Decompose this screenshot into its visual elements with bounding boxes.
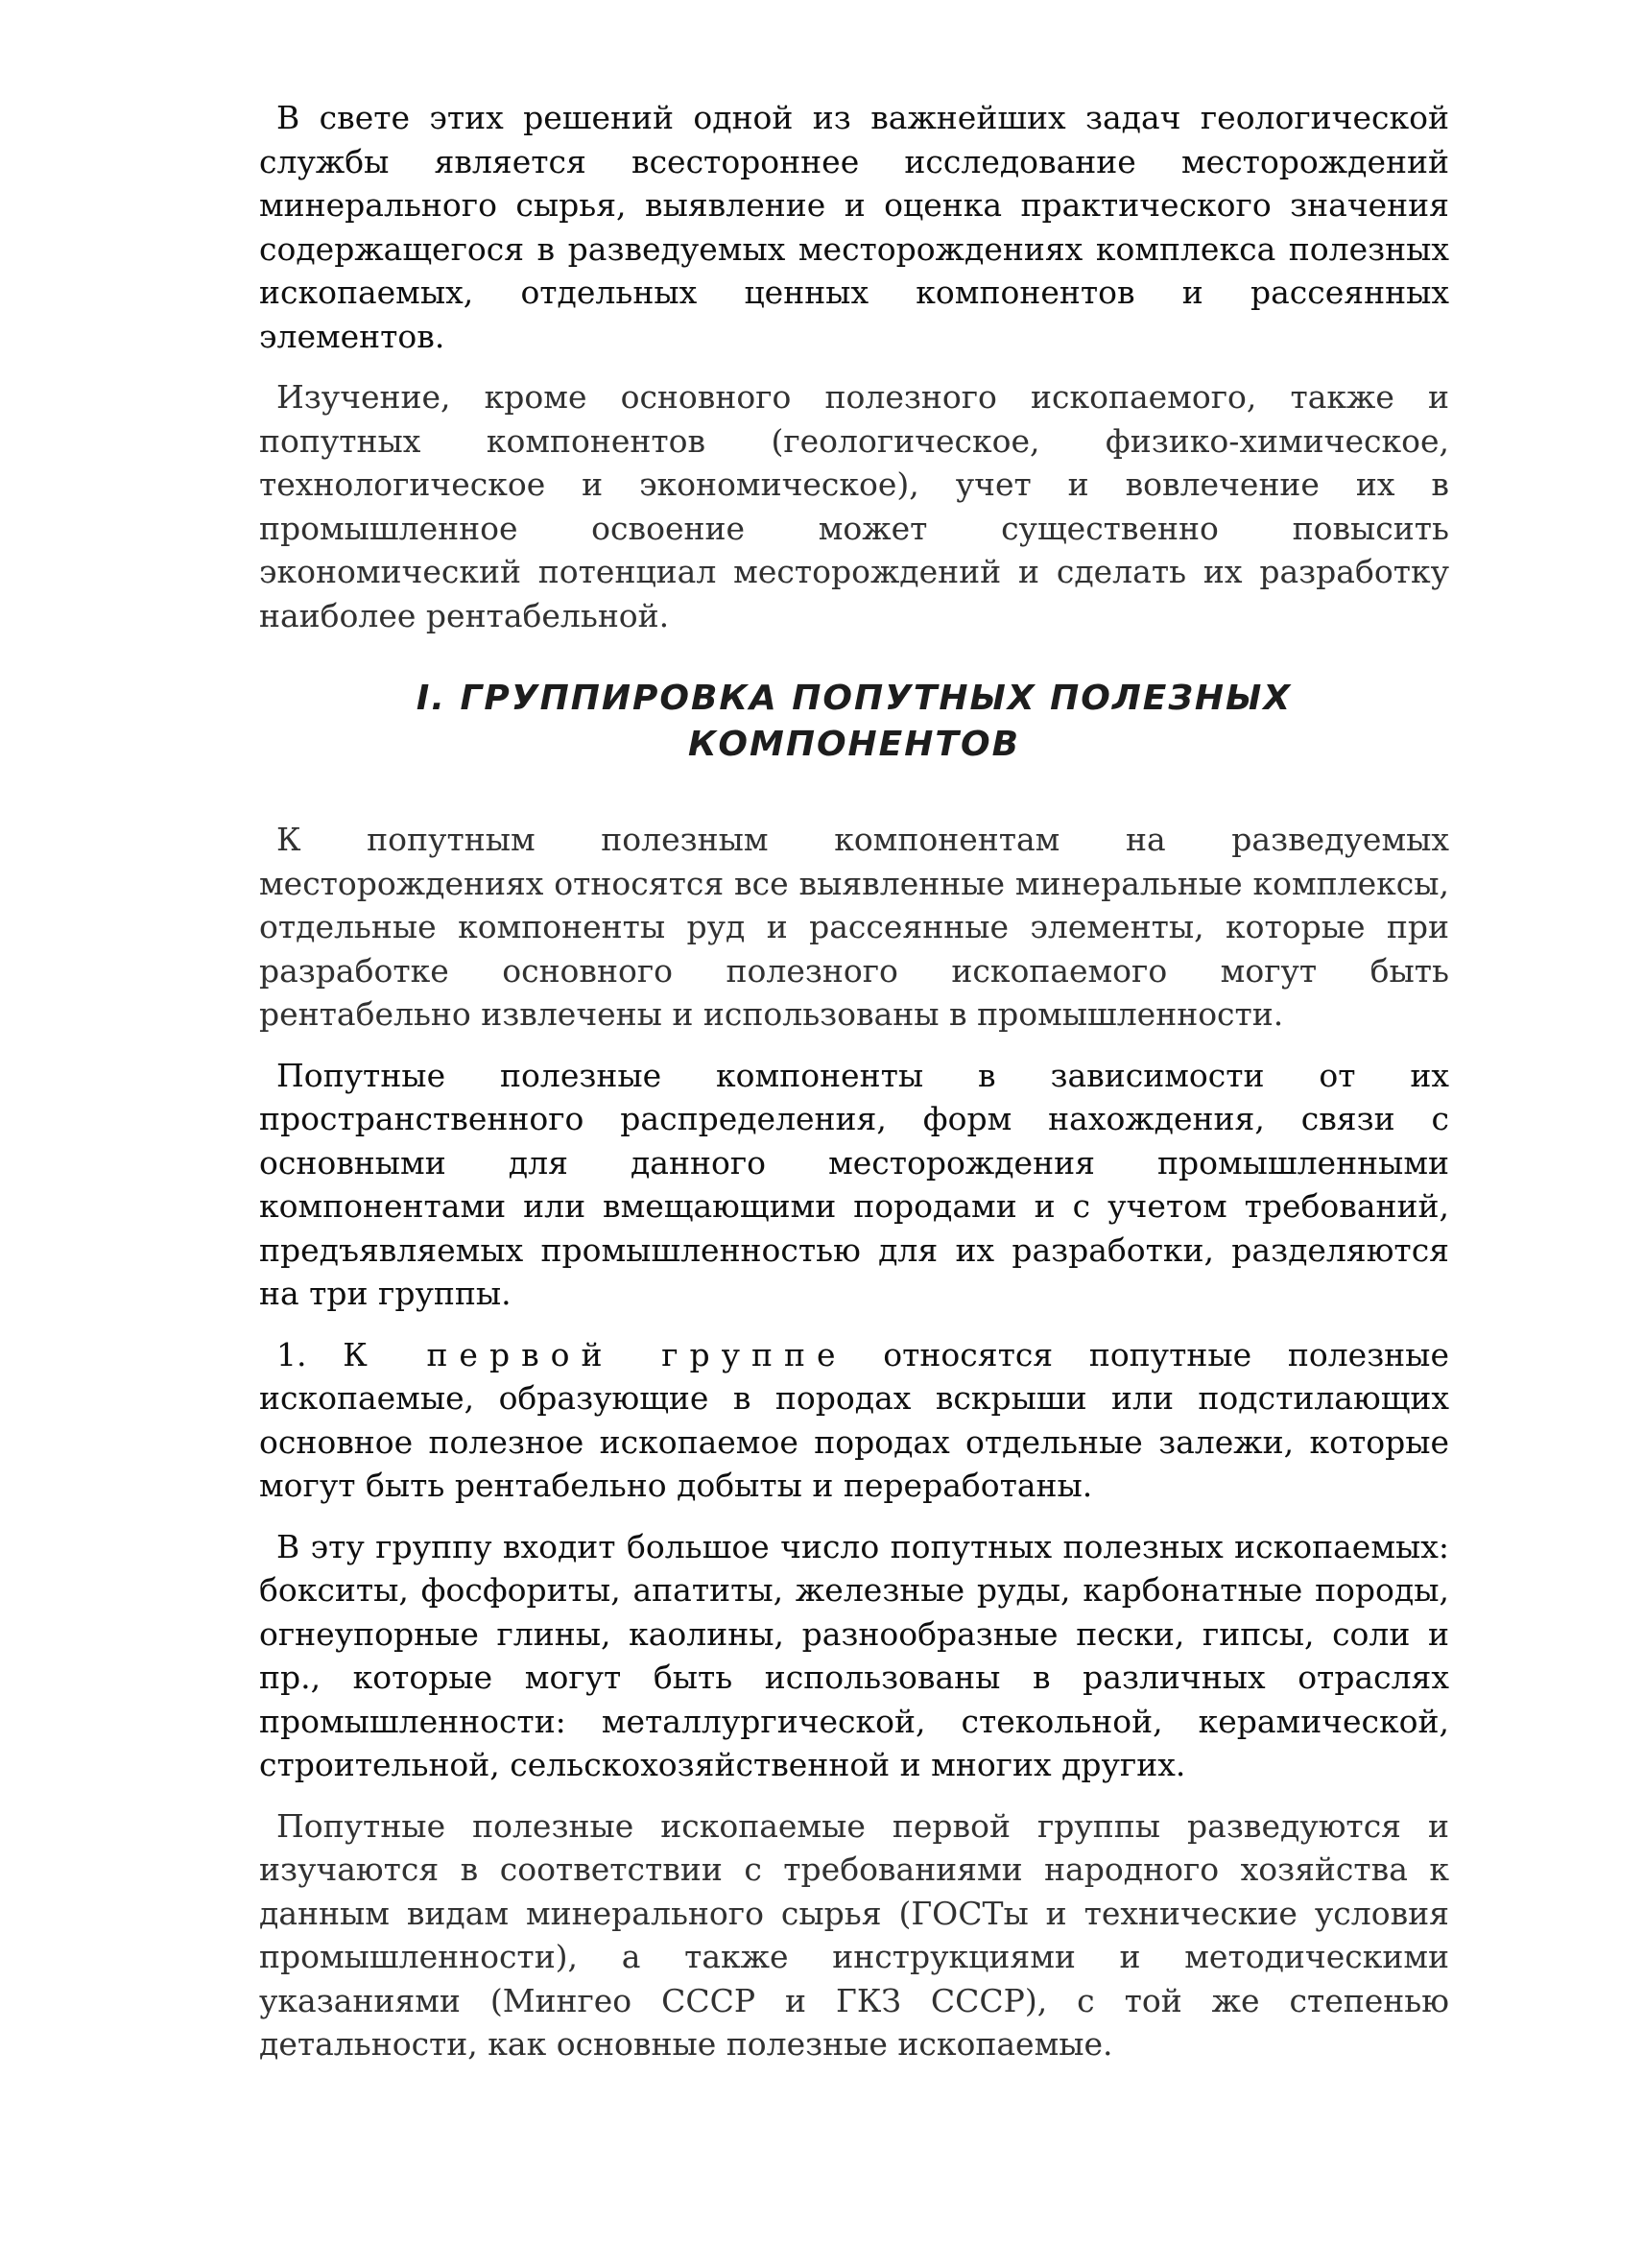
section-heading-line-2: КОМПОНЕНТОВ bbox=[687, 725, 1021, 764]
group-one-spaced-phrase: К первой группе bbox=[343, 1335, 847, 1373]
paragraph-grouping: Попутные полезные компоненты в зависимости от их пространственного распределения, форм нахождения, связи с основными для данного месторождения промышленными компонентами или вмещающими породами и с учетом требований, предъявляемых промышленностью для их разработки, разделяются на три группы. bbox=[259, 1056, 1449, 1312]
paragraph-study-components: Изучение, кроме основного полезного ископаемого, также и попутных компонентов (геологическое, физико-химическое, технологическое и экономическое), учет и вовлечение их в промышленное освоение может существенно повысить экономический потенциал месторождений и сделать их разработку наиболее рентабельной. bbox=[259, 378, 1449, 634]
group-one-number: 1. bbox=[276, 1335, 307, 1373]
paragraph-group-one bbox=[259, 1333, 1449, 1508]
paragraph-exploration: Попутные полезные ископаемые первой группы разведуются и изучаются в соответствии с требованиями народного хозяйства к данным видам минерального сырья (ГОСТы и технические условия промышленности), а также инструкциями и методическими указаниями (Мингео СССР и ГКЗ СССР), с той же степенью детальности, как основные полезные ископаемые. bbox=[259, 1806, 1449, 2063]
paragraph-intro: В свете этих решений одной из важнейших задач геологической службы является всестороннее исследование месторождений минерального сырья, выявление и оценка практического значения содержащегося в разведуемых месторождениях комплекса полезных ископаемых, отдельных ценных компонентов и рассеянных элементов. bbox=[259, 99, 1449, 355]
section-heading bbox=[259, 676, 1449, 768]
section-heading-line-1: I. ГРУППИРОВКА ПОПУТНЫХ ПОЛЕЗНЫХ bbox=[416, 679, 1293, 718]
group-one-text: относятся попутные полезные ископаемые, образующие в породах вскрыши или подстилающих основное полезное ископаемое породах отдельные залежи, которые могут быть рентабельно добыты и переработаны. bbox=[259, 1335, 1449, 1504]
document-page bbox=[259, 96, 1449, 2084]
paragraph-definition: К попутным полезным компонентам на разведуемых месторождениях относятся все выявленные минеральные комплексы, отдельные компоненты руд и рассеянные элементы, которые при разработке основного полезного ископаемого могут быть рентабельно извлечены и использованы в промышленности. bbox=[259, 821, 1449, 1033]
paragraph-group-examples: В эту группу входит большое число попутных полезных ископаемых: бокситы, фосфориты, апатиты, железные руды, карбонатные породы, огнеупорные глины, каолины, разнообразные пески, гипсы, соли и пр., которые могут быть использованы в различных отраслях промышленности: металлургической, стекольной, керамической, строительной, сельскохозяйственной и многих других. bbox=[259, 1527, 1449, 1783]
